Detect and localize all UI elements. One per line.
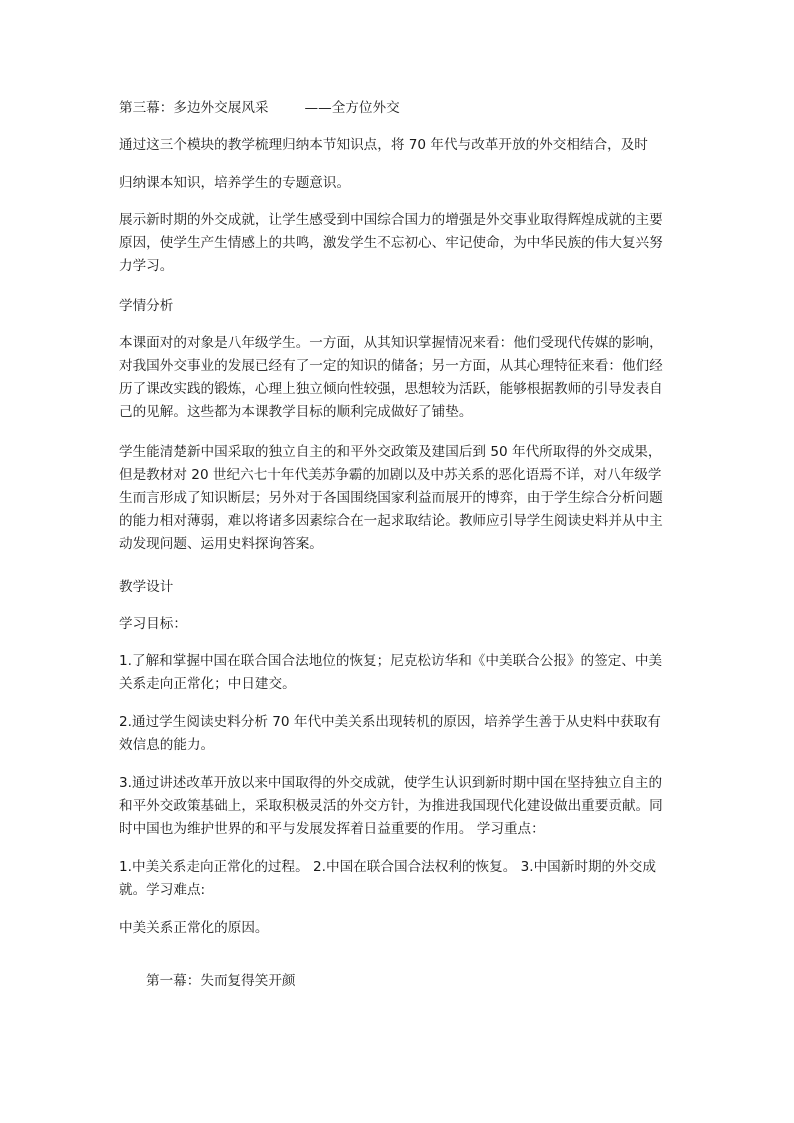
text-line: 但是教材对 20 世纪六七十年代美苏争霸的加剧以及中苏关系的恶化语焉不详，对八年级学 bbox=[119, 467, 662, 483]
intro-paragraph-3 bbox=[119, 209, 679, 278]
text-line: 展示新时期的外交成就，让学生感受到中国综合国力的增强是外交事业取得辉煌成就的主要 bbox=[119, 212, 663, 228]
text-line: 学习目标： bbox=[119, 616, 187, 632]
objective-1 bbox=[119, 650, 679, 696]
text-line: 生而言形成了知识断层；另外对于各国围绕国家利益而展开的博弈，由于学生综合分析问题 bbox=[119, 490, 663, 506]
text-line: 归纳课本知识，培养学生的专题意识。 bbox=[119, 175, 351, 191]
intro-paragraph-1 bbox=[119, 134, 679, 157]
act3-title-line bbox=[119, 97, 400, 120]
intro-paragraph-2 bbox=[119, 172, 679, 195]
text-line: 通过这三个模块的教学梳理归纳本节知识点，将 70 年代与改革开放的外交相结合，及时 bbox=[119, 137, 648, 153]
text-line: 就。学习难点: bbox=[119, 882, 206, 898]
text-line: 对我国外交事业的发展已经有了一定的知识的储备；另一方面，从其心理特征来看：他们经 bbox=[119, 358, 663, 374]
text-line: 3.通过讲述改革开放以来中国取得的外交成就，使学生认识到新时期中国在坚持独立自主的 bbox=[119, 775, 663, 791]
text-line: 己的见解。这些都为本课教学目标的顺利完成做好了铺垫。 bbox=[119, 404, 473, 420]
heading: 学情分析 bbox=[119, 298, 174, 314]
text-line: 力学习。 bbox=[119, 258, 174, 274]
text-line: 1.了解和掌握中国在联合国合法地位的恢复；尼克松访华和《中美联合公报》的签定、中美 bbox=[119, 653, 663, 669]
text-line: 效信息的能力。 bbox=[119, 737, 215, 753]
heading: 教学设计 bbox=[119, 579, 174, 595]
text-line: 动发现问题、运用史料探询答案。 bbox=[119, 536, 323, 552]
objectives-label bbox=[119, 613, 679, 636]
text-line: 时中国也为维护世界的和平与发展发挥着日益重要的作用。 学习重点： bbox=[119, 821, 545, 837]
text-line: 本课面对的对象是八年级学生。一方面，从其知识掌握情况来看：他们受现代传媒的影响， bbox=[119, 335, 663, 351]
analysis-paragraph-1 bbox=[119, 332, 679, 424]
objective-3 bbox=[119, 772, 679, 841]
objective-2 bbox=[119, 711, 679, 757]
text-line: 2.通过学生阅读史料分析 70 年代中美关系出现转机的原因，培养学生善于从史料中获取有 bbox=[119, 714, 661, 730]
key-points bbox=[119, 856, 679, 902]
section-heading-analysis bbox=[119, 295, 679, 318]
text-line: 中美关系正常化的原因。 bbox=[119, 920, 269, 936]
text-line: 原因，使学生产生情感上的共鸣，激发学生不忘初心、牢记使命，为中华民族的伟大复兴努 bbox=[119, 235, 663, 251]
text-line: 历了课改实践的锻炼，心理上独立倾向性较强，思想较为活跃，能够根据教师的引导发表自 bbox=[119, 381, 663, 397]
act3-title: 第三幕：多边外交展风采 bbox=[119, 100, 269, 116]
text-line: 学生能清楚新中国采取的独立自主的和平外交政策及建国后到 50 年代所取得的外交成果， bbox=[119, 444, 662, 460]
text-line: 和平外交政策基础上，采取积极灵活的外交方针，为推进我国现代化建设做出重要贡献。同 bbox=[119, 798, 663, 814]
act1-title: 第一幕：失而复得笑开颜 bbox=[146, 973, 296, 989]
act3-subtitle: ——全方位外交 bbox=[304, 100, 400, 116]
section-heading-design bbox=[119, 576, 679, 599]
text-line: 关系走向正常化；中日建交。 bbox=[119, 676, 296, 692]
analysis-paragraph-2 bbox=[119, 441, 679, 556]
difficulty bbox=[119, 917, 679, 940]
text-line: 1.中美关系走向正常化的过程。 2.中国在联合国合法权利的恢复。 3.中国新时期的外交成 bbox=[119, 859, 656, 875]
text-line: 的能力相对薄弱，难以将诸多因素综合在一起求取结论。教师应引导学生阅读史料并从中主 bbox=[119, 513, 663, 529]
